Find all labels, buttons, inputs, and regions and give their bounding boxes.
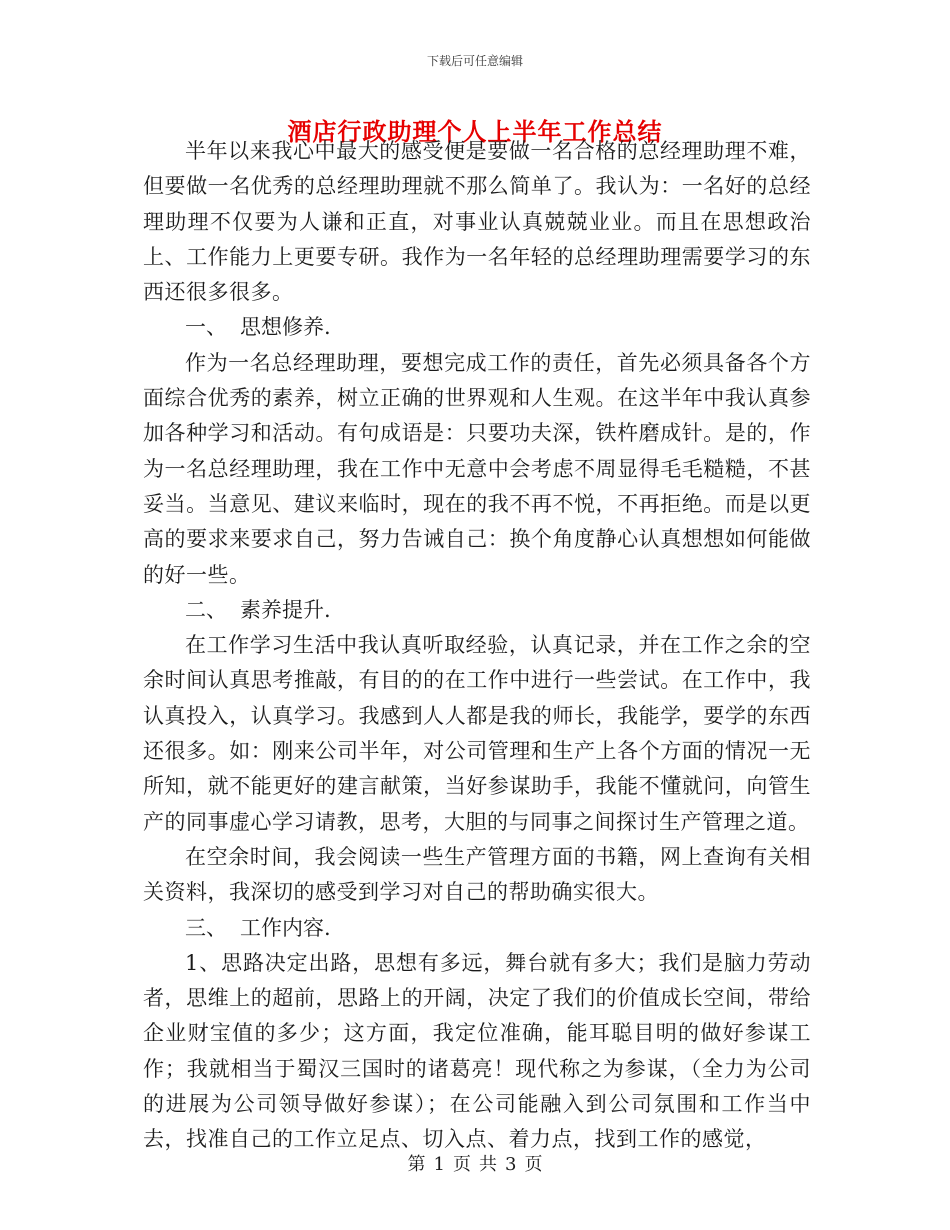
section-number-3: 三、 bbox=[185, 915, 227, 940]
section-number-2: 二、 bbox=[185, 597, 227, 622]
footer-suffix: 页 bbox=[524, 1154, 543, 1175]
paragraph-section-3: 1、思路决定出路，思想有多远，舞台就有多大；我们是脑力劳动者，思维上的超前，思路上的开阔，决定了我们的价值成长空间，带给企业财宝值的多少；这方面，我定位准确，能耳聪目明的做好参谋工作；我就相当于蜀汉三国时的诸葛亮！现代称之为参谋，（全力为公司的进展为公司领导做好参谋）；在公司能融入到公司氛围和工作当中去，找准自己的工作立足点、切入点、着力点，找到工作的感觉， bbox=[143, 950, 811, 1152]
footer-page-word: 页 bbox=[453, 1154, 471, 1175]
page-footer bbox=[0, 1150, 950, 1176]
section-title-2: 素养提升. bbox=[240, 597, 331, 622]
paragraph-section-2b: 在空余时间，我会阅读一些生产管理方面的书籍，网上查询有关相关资料，我深切的感受到学习对自己的帮助确实很大。 bbox=[143, 844, 811, 905]
document-title: 酒店行政助理个人上半年工作总结 bbox=[287, 117, 663, 146]
section-heading-1 bbox=[143, 310, 811, 345]
paragraph-section-1: 作为一名总经理助理，要想完成工作的责任，首先必须具备各个方面综合优秀的素养，树立正确的世界观和人生观。在这半年中我认真参加各种学习和活动。有句成语是：只要功夫深，铁杵磨成针。是的，作为一名总经理助理，我在工作中无意中会考虑不周显得毛毛糙糙，不甚妥当。当意见、建议来临时，现在的我不再不悦，不再拒绝。而是以更高的要求来要求自己，努力告诫自己：换个角度静心认真想想如何能做的好一些。 bbox=[143, 350, 811, 587]
section-number-1: 一、 bbox=[185, 315, 227, 340]
section-title-1: 思想修养. bbox=[240, 315, 331, 340]
header-note: 下载后可任意编辑 bbox=[426, 54, 523, 68]
section-heading-3 bbox=[143, 911, 811, 946]
footer-page-number: 1 bbox=[433, 1154, 445, 1175]
paragraph-intro: 半年以来我心中最大的感受便是要做一名合格的总经理助理不难，但要做一名优秀的总经理助理就不那么简单了。我认为：一名好的总经理助理不仅要为人谦和正直，对事业认真兢兢业业。而且在思想政治上、工作能力上更要专研。我作为一名年轻的总经理助理需要学习的东西还很多很多。 bbox=[143, 139, 811, 305]
section-heading-2 bbox=[143, 593, 811, 628]
paragraph-section-2a: 在工作学习生活中我认真听取经验，认真记录，并在工作之余的空余时间认真思考推敲，有目的的在工作中进行一些尝试。在工作中，我认真投入，认真学习。我感到人人都是我的师长，我能学，要学的东西还很多。如：刚来公司半年，对公司管理和生产上各个方面的情况一无所知，就不能更好的建言献策，当好参谋助手，我能不懂就问，向管生产的同事虚心学习请教，思考，大胆的与同事之间探讨生产管理之道。 bbox=[143, 633, 811, 834]
section-title-3: 工作内容. bbox=[240, 915, 331, 940]
footer-total-word: 共 bbox=[479, 1154, 497, 1175]
footer-prefix: 第 bbox=[407, 1154, 426, 1175]
footer-total-pages: 3 bbox=[505, 1154, 517, 1175]
document-body bbox=[143, 134, 811, 1158]
